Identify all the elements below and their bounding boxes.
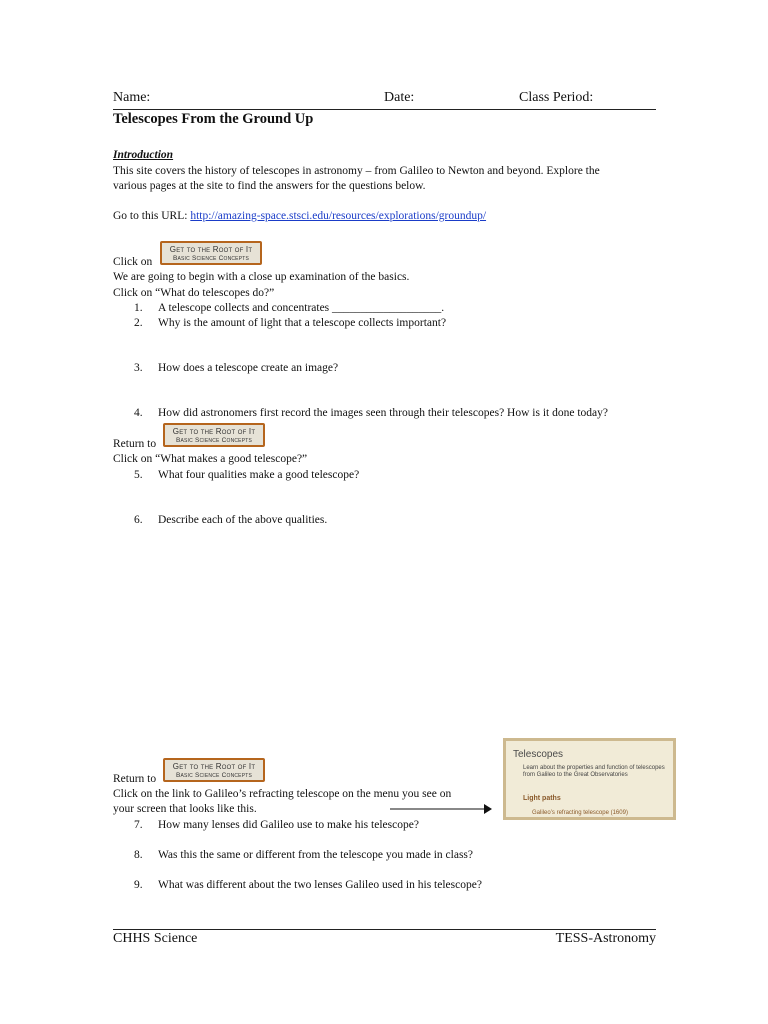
intro-line-2: various pages at the site to find the answers for the questions below. <box>113 180 426 192</box>
footer-right: TESS-Astronomy <box>555 931 656 946</box>
return-to-label: Return to <box>113 438 157 450</box>
button-title: Get to the Root of It <box>172 427 256 436</box>
question-item: 1. A telescope collects and concentrates ___________________. <box>134 302 445 314</box>
section3-line-2: your screen that looks like this. <box>113 803 257 815</box>
panel-title: Telescopes <box>513 749 564 760</box>
panel-heading: Light paths <box>523 795 561 802</box>
section1-line-1: We are going to begin with a close up examination of the basics. <box>113 271 410 283</box>
question-item: 5. What four qualities make a good telescope? <box>134 469 360 481</box>
question-item: 3. How does a telescope create an image? <box>134 362 339 374</box>
footer-left: CHHS Science <box>113 931 198 946</box>
question-item: 2. Why is the amount of light that a telescope collects important? <box>134 317 447 329</box>
root-of-it-button-1 <box>160 241 262 265</box>
button-title: Get to the Root of It <box>169 245 253 254</box>
intro-line-1: This site covers the history of telescopes in astronomy – from Galileo to Newton and beyond. Explore the <box>113 165 600 177</box>
intro-heading: Introduction <box>113 149 174 161</box>
button-subtitle: Basic Science Concepts <box>172 255 250 262</box>
header-rule <box>113 109 656 110</box>
root-of-it-button-3 <box>163 758 265 782</box>
section3-line-1: Click on the link to Galileo’s refracting telescope on the menu you see on <box>113 788 452 800</box>
url-line <box>113 210 486 222</box>
button-subtitle: Basic Science Concepts <box>175 437 253 444</box>
panel-description: Learn about the properties and function of telescopes from Galileo to the Great Observatories <box>523 765 665 778</box>
name-label: Name: <box>113 90 151 105</box>
question-item: 6. Describe each of the above qualities. <box>134 514 328 526</box>
date-label: Date: <box>384 90 415 105</box>
groundup-url-link[interactable]: http://amazing-space.stsci.edu/resources/explorations/groundup/ <box>190 210 487 222</box>
arrow-right-icon <box>390 803 492 815</box>
footer-rule <box>113 929 656 930</box>
telescopes-menu-screenshot <box>503 738 676 820</box>
panel-galileo-link: Galileo’s refracting telescope (1609) <box>532 810 628 816</box>
url-prefix: Go to this URL: <box>113 210 191 222</box>
question-item: 9. What was different about the two lenses Galileo used in his telescope? <box>134 879 482 891</box>
button-subtitle: Basic Science Concepts <box>175 772 253 779</box>
section2-line-1: Click on “What makes a good telescope?” <box>113 453 308 465</box>
question-item: 7. How many lenses did Galileo use to make his telescope? <box>134 819 419 831</box>
click-on-label: Click on <box>113 256 153 268</box>
root-of-it-button-2 <box>163 423 265 447</box>
return-to-label: Return to <box>113 773 157 785</box>
question-item: 8. Was this the same or different from the telescope you made in class? <box>134 849 474 861</box>
page-title: Telescopes From the Ground Up <box>113 111 314 127</box>
question-item: 4. How did astronomers first record the images seen through their telescopes? How is it done today? <box>134 407 608 419</box>
section1-line-2: Click on “What do telescopes do?” <box>113 287 275 299</box>
button-title: Get to the Root of It <box>172 762 256 771</box>
class-period-label: Class Period: <box>519 90 594 105</box>
